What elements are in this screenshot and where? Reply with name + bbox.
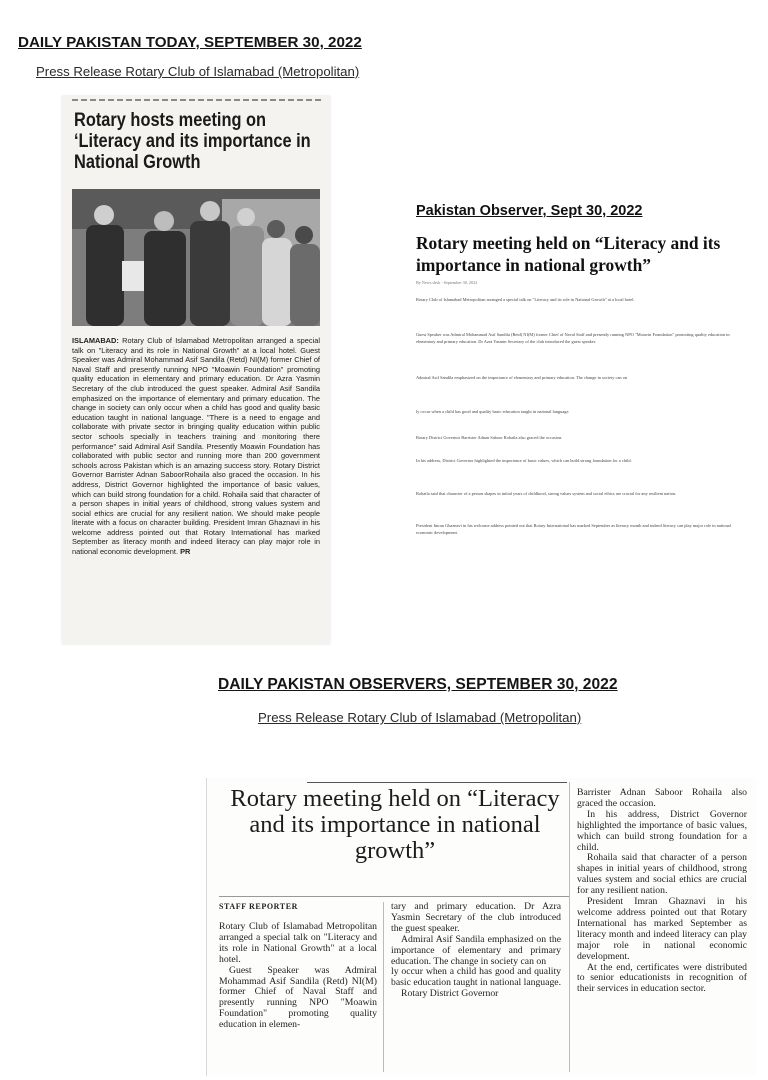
column-paragraph: Rotary Club of Islamabad Metropolitan arranged a special talk on "Literacy and its role in National Growth" at a local hotel.	[219, 921, 377, 965]
divider	[219, 896, 569, 897]
article-paragraph: President Imran Ghaznavi in his welcome address pointed out that Rotary International has marked September as literacy month and indeed literacy can play major role in national economic development.	[416, 523, 731, 536]
column-divider	[383, 902, 384, 1072]
dateline: ISLAMABAD:	[72, 336, 119, 345]
divider	[307, 782, 567, 783]
article-paragraph: Rotary Club of Islamabad Metropolitan arranged a special talk on "Literacy and its role in National Growth" at a local hotel.	[416, 297, 635, 302]
column-paragraph: In his address, District Governor highlighted the importance of basic values, which can build strong foundation for a child.	[577, 808, 747, 853]
staff-reporter-label: STAFF REPORTER	[219, 902, 299, 911]
newspaper-clipping-pakistan-observers	[206, 778, 757, 1076]
column-paragraph: Rotary District Governor	[401, 988, 499, 1000]
event-photo	[72, 189, 320, 326]
article-paragraph: Admiral Asif Sandila emphasized on the importance of elementary and primary education. The change in society can on	[416, 375, 628, 380]
web-article-pakistan-observer	[410, 200, 760, 560]
article-column-3	[577, 788, 747, 995]
clipping-headline: Rotary meeting held on “Literacy and its importance in national growth”	[230, 785, 560, 864]
group-photo-image	[72, 189, 320, 326]
column-paragraph: tary and primary education. Dr Azra Yasmin Secretary of the club introduced the guest speaker.	[391, 901, 561, 934]
article-paragraph: Rohaila said that character of a person shapes in initial years of childhood, strong values system and social ethics are crucial for any resilient nation.	[416, 491, 677, 496]
column-paragraph: At the end, certificates were distributed to senior educationists in recognition of their services in education sector.	[577, 961, 747, 995]
column-paragraph: Guest Speaker was Admiral Mohammad Asif Sandila (Retd) NI(M) former Chief of Naval Staff and presently running NPO "Moawin Foundation" promoting quality education in elemen-	[219, 964, 377, 1031]
newspaper-clipping-pakistan-today	[62, 96, 330, 644]
article-paragraph: Guest Speaker was Admiral Mohammad Asif Sandila (Retd) NI(M) former Chief of Naval Staff and presently running NPO "Moawin Foundation" promoting quality education in elementary and primary education. Dr Azra Yasmin Secretary of the club introduced the guest speaker.	[416, 332, 730, 345]
page-title-daily-pakistan-today: DAILY PAKISTAN TODAY, SEPTEMBER 30, 2022	[18, 34, 362, 51]
article-paragraph: Rotary District Governor Barrister Adnan Saboor Rohaila also graced the occasion.	[416, 435, 563, 440]
column-paragraph: Admiral Asif Sandila emphasized on the importance of elementary and primary education. The change in society can on	[391, 933, 561, 967]
source-label: Pakistan Observer, Sept 30, 2022	[416, 203, 643, 219]
article-paragraph: In his address, District Governor highlighted the importance of basic values, which can build strong foundation for a child.	[416, 458, 632, 463]
divider	[72, 99, 322, 101]
column-paragraph: Barrister Adnan Saboor Rohaila also graced the occasion.	[577, 787, 747, 809]
page-title-daily-pakistan-observers: DAILY PAKISTAN OBSERVERS, SEPTEMBER 30, 2022	[218, 676, 618, 693]
article-column-2	[391, 902, 561, 1000]
press-release-subtitle-2: Press Release Rotary Club of Islamabad (Metropolitan)	[258, 710, 582, 725]
column-paragraph: ly occur when a child has good and quality basic education taught in national language.	[391, 966, 562, 989]
column-divider	[569, 782, 570, 1072]
clipping-headline: Rotary hosts meeting on ‘Literacy and its importance in National Growth	[74, 109, 311, 173]
body-text: Rotary Club of Islamabad Metropolitan arranged a special talk on "Literacy and its role in National Growth" at a local hotel. Guest Speaker was Admiral Mohammad Asif Sandila (Retd) NI(M) former Chief of Naval Staff and presently running NPO "Moawin Foundation" promoting quality education in elementary and primary education. Dr Azra Yasmin Secretary of the club introduced the guest speaker. Admiral Asif Sandila emphasized on the importance of elementary and primary education. The change in society can only occur when a child has good and quality basic education taught in national language. "There is a need to engage and collaborate with private sector in bringing quality education within public sector schools specially in teachers training and monitoring there performance" said Admiral Asif Sandila. Presently Moawin Foundation has collaborated with public sector and running more than 200 government schools across Pakistan which is an amazing success story. Rotary District Governor Barrister Adnan SaboorRohaila also graced the occasion. In his address, District Governor highlighted the importance of basic values, which can build strong foundation for a child. Rohaila said that character of a person shapes in initial years of childhood, strong values system and social ethics are crucial for any resilient nation. We should make people literate with a focus on character building. President Imran Ghaznavi in his welcome address pointed out that Rotary International has marked September as literacy month and indeed literacy can play major role in national economic development.	[72, 336, 320, 557]
clipping-body	[72, 336, 320, 557]
press-release-subtitle-1: Press Release Rotary Club of Islamabad (Metropolitan)	[36, 64, 360, 79]
article-column-1	[219, 922, 377, 1031]
column-paragraph: Rohaila said that character of a person shapes in initial years of childhood, strong values system and social ethics are crucial for any resilient nation.	[577, 852, 747, 897]
signoff: PR	[180, 547, 191, 557]
article-headline: Rotary meeting held on “Literacy and its importance in national growth”	[416, 233, 721, 275]
article-paragraph: ly occur when a child has good and quality basic education taught in national language.	[416, 409, 570, 414]
byline: By News desk - September 30, 2022	[416, 280, 478, 285]
column-paragraph: President Imran Ghaznavi in his welcome address pointed out that Rotary International has marked September as literacy month and indeed literacy can play major role in national economic development.	[577, 896, 747, 962]
